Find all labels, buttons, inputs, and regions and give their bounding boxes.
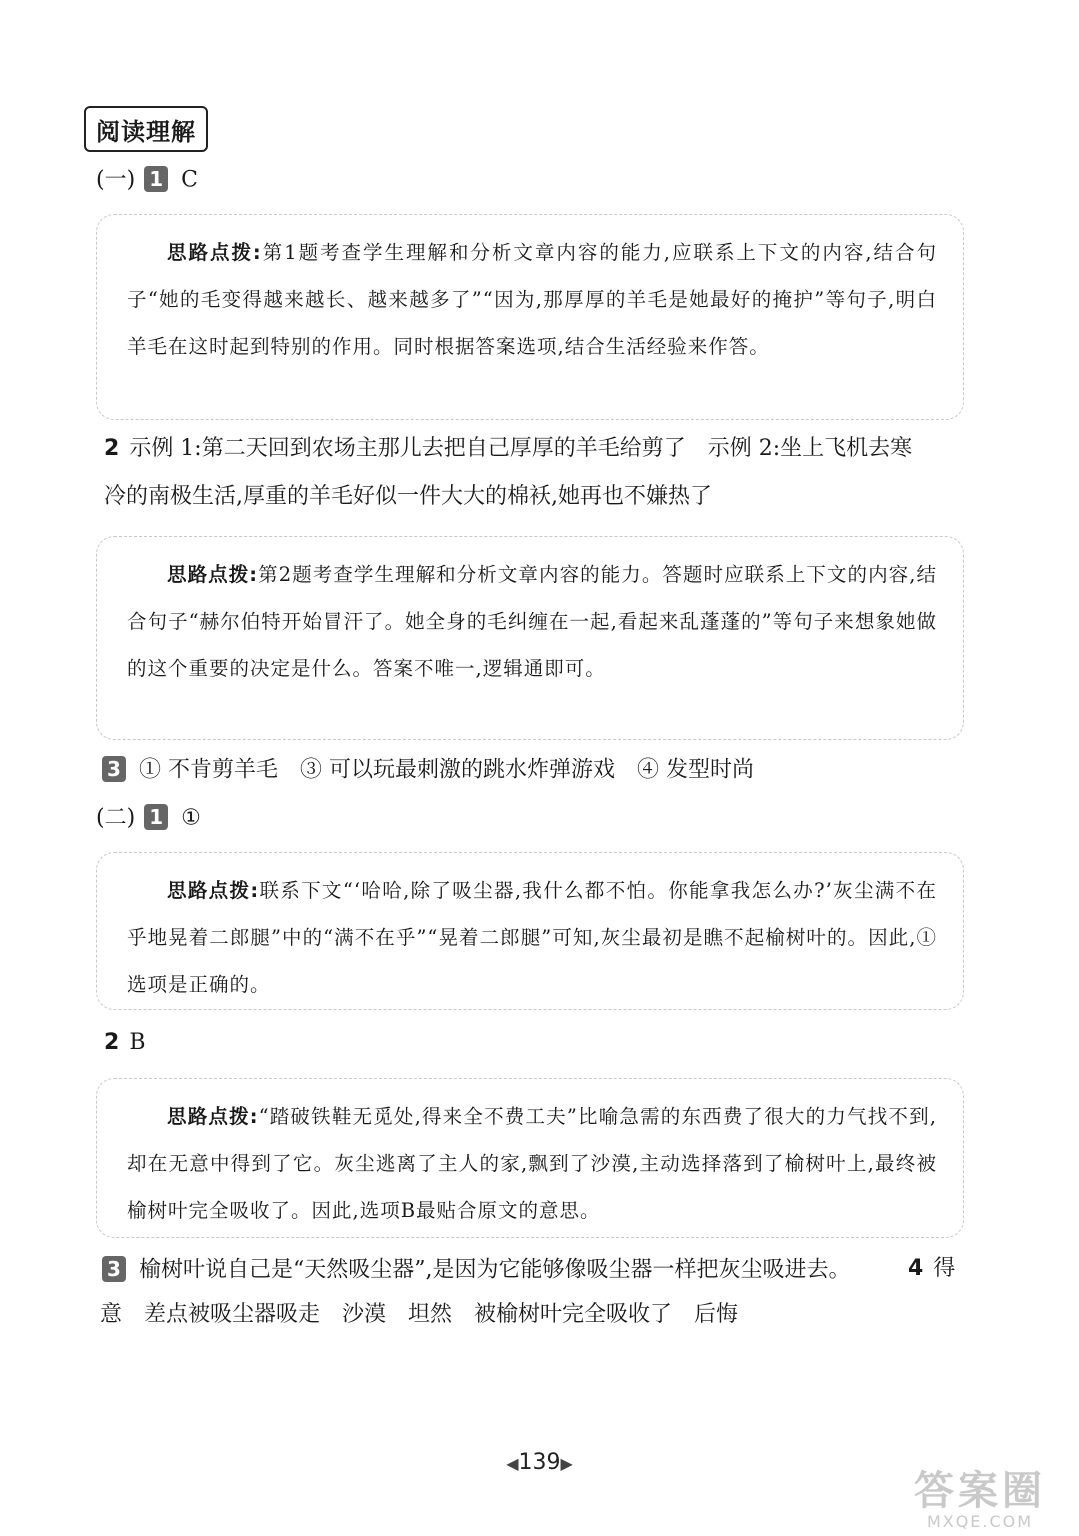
answer-text: 榆树叶说自己是“天然吸尘器”,是因为它能够像吸尘器一样把灰尘吸进去。 xyxy=(139,1257,851,1283)
hint-text: 第2题考查学生理解和分析文章内容的能力。答题时应联系上下文的内容,结合句子“赫尔伯特开始冒汗了。她全身的毛纠缠在一起,看起来乱蓬蓬的”等句子来想象她做的这个重要的决定是什么。答案不唯一,逻辑通即可。 xyxy=(127,563,937,680)
hint-text: “踏破铁鞋无觅处,得来全不费工夫”比喻急需的东西费了很大的力气找不到,却在无意中得到了它。灰尘逃离了主人的家,飘到了沙漠,主动选择落到了榆树叶上,最终被榆树叶完全吸收了。因此,选项B最贴合原文的意思。 xyxy=(127,1105,937,1222)
page-number-text: 139 xyxy=(518,1450,561,1475)
question-number-badge: 1 xyxy=(144,804,168,830)
answer-text: 意 差点被吸尘器吸走 沙漠 坦然 被榆树叶完全吸收了 后悔 xyxy=(100,1302,739,1327)
answer-text: ① 不肯剪羊毛 ③ 可以玩最刺激的跳水炸弹游戏 ④ 发型时尚 xyxy=(139,757,754,783)
hint-text: 第1题考查学生理解和分析文章内容的能力,应联系上下文的内容,结合句子“她的毛变得越来越长、越来越多了”“因为,那厚厚的羊毛是她最好的掩护”等句子,明白羊毛在这时起到特别的作用。同时根据答案选项,结合生活经验来作答。 xyxy=(127,241,937,358)
answer-text: ① xyxy=(181,805,201,831)
hint-box xyxy=(96,1078,964,1238)
part2-q3-line xyxy=(100,1256,851,1285)
question-number: 4 xyxy=(908,1256,924,1281)
part2-q2-line xyxy=(104,1030,145,1056)
answer-text: 示例 1:第二天回到农场主那儿去把自己厚厚的羊毛给剪了 示例 2:坐上飞机去寒 xyxy=(129,436,913,461)
hint-box xyxy=(96,536,964,740)
part1-q3-line xyxy=(100,756,754,785)
left-arrow-icon: ◀ xyxy=(506,1454,519,1473)
part1-label: (一) xyxy=(96,167,136,193)
section-title: 阅读理解 xyxy=(84,106,208,152)
hint-label: 思路点拨: xyxy=(167,879,260,902)
hint-label: 思路点拨: xyxy=(167,563,259,586)
part2-q4-line1 xyxy=(908,1256,955,1282)
hint-label: 思路点拨: xyxy=(167,241,262,264)
question-number: 2 xyxy=(104,1030,120,1055)
part2-q1-line xyxy=(96,804,201,833)
hint-box xyxy=(96,852,964,1010)
part1-q1-line xyxy=(96,166,198,195)
answer-text: 冷的南极生活,厚重的羊毛好似一件大大的棉袄,她再也不嫌热了 xyxy=(104,484,712,509)
right-arrow-icon: ▶ xyxy=(560,1454,573,1473)
watermark-logo-url: MXQE.COM xyxy=(926,1512,1034,1531)
answer-text: C xyxy=(181,167,199,193)
question-number-badge: 3 xyxy=(102,756,126,782)
answer-text: B xyxy=(129,1030,146,1055)
watermark-logo xyxy=(890,1470,1070,1530)
question-number-badge: 1 xyxy=(144,166,168,192)
hint-box xyxy=(96,214,964,420)
question-number-badge: 3 xyxy=(102,1256,126,1282)
hint-label: 思路点拨: xyxy=(167,1105,259,1128)
part2-label: (二) xyxy=(96,805,136,831)
part2-q4-line2 xyxy=(100,1302,738,1328)
question-number: 2 xyxy=(104,436,120,461)
part1-q2-line2 xyxy=(104,484,712,510)
watermark-logo-title: 答案圈 xyxy=(914,1468,1046,1514)
answer-text: 得 xyxy=(933,1256,956,1281)
part1-q2-line1 xyxy=(104,436,912,462)
hint-text: 联系下文“‘哈哈,除了吸尘器,我什么都不怕。你能拿我怎么办?’灰尘满不在乎地晃着二郎腿”中的“满不在乎”“晃着二郎腿”可知,灰尘最初是瞧不起榆树叶的。因此,①选项是正确的。 xyxy=(127,879,937,996)
